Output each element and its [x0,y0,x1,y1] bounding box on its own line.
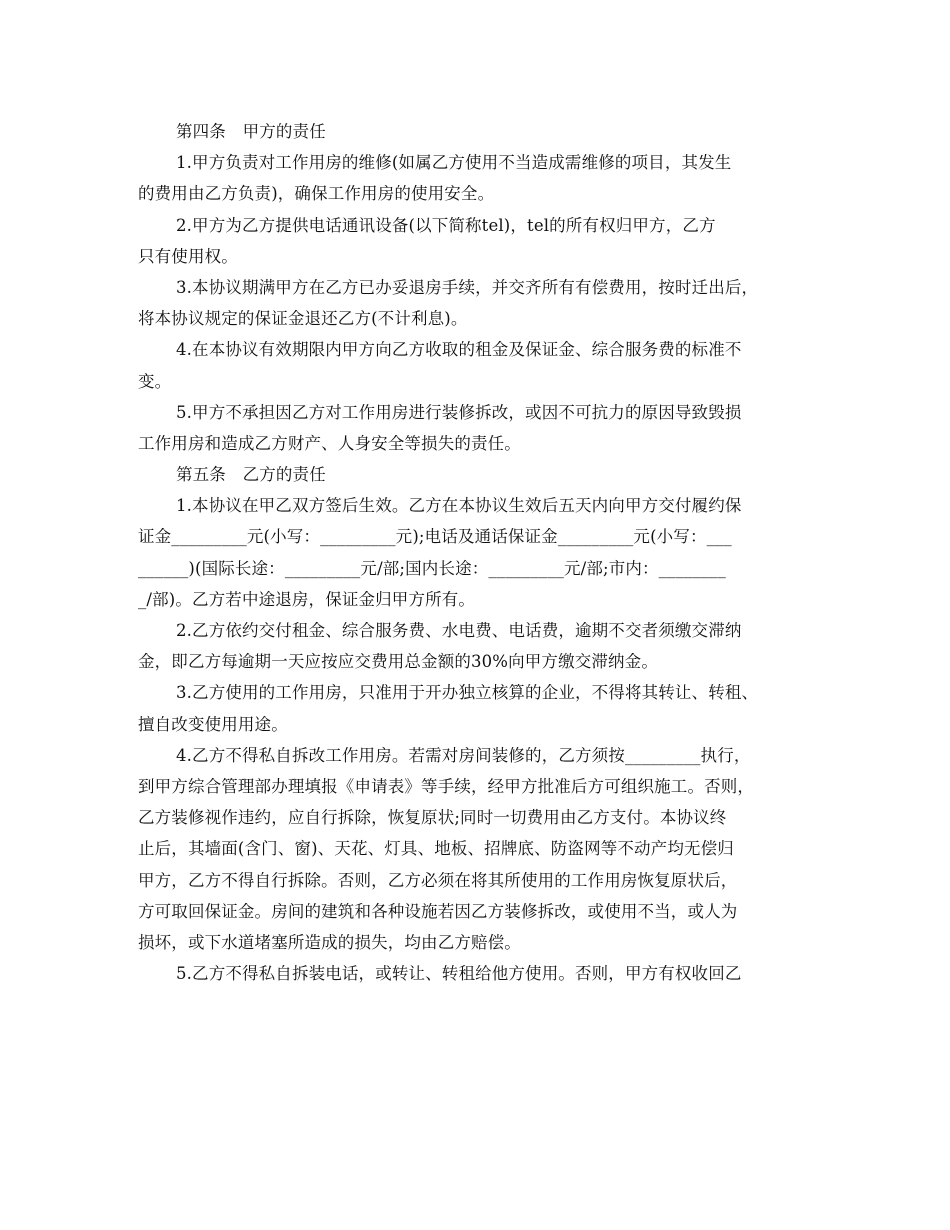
article-5-clause-1-line-3: ______)(国际长途：_________元/部;国内长途：_________元/部;市内：________ [138,558,726,578]
article-4-clause-2-line-2: 只有使用权。 [138,246,238,266]
article-4-clause-3-line-1: 3.本协议期满甲方在乙方已办妥退房手续，并交齐所有有偿费用，按时迁出后， [176,277,759,297]
article-5-clause-1-line-4: _/部)。乙方若中途退房，保证金归甲方所有。 [138,589,476,609]
article-5-clause-4-line-1: 4.乙方不得私自拆改工作用房。若需对房间装修的，乙方须按_________执行， [176,745,751,765]
article-5-clause-4-line-3: 乙方装修视作违约，应自行拆除，恢复原状;同时一切费用由乙方支付。本协议终 [138,808,727,828]
article-5-clause-5-line-1: 5.乙方不得私自拆装电话，或转让、转租给他方使用。否则，甲方有权收回乙 [176,964,742,984]
article-4-clause-2-line-1: 2.甲方为乙方提供电话通讯设备(以下简称tel)，tel的所有权归甲方，乙方 [176,215,716,235]
article-4-heading: 第四条 甲方的责任 [176,122,326,141]
article-5-clause-4-line-4: 止后，其墙面(含门、窗)、天花、灯具、地板、招牌底、防盗网等不动产均无偿归 [138,839,734,859]
article-5-clause-4-line-2: 到甲方综合管理部办理填报《申请表》等手续，经甲方批准后方可组织施工。否则， [138,776,755,796]
article-4-clause-1-line-2: 的费用由乙方负责)，确保工作用房的使用安全。 [138,184,495,204]
article-4-clause-5-line-2: 工作用房和造成乙方财产、人身安全等损失的责任。 [138,433,521,453]
article-5-clause-1-line-2: 证金_________元(小写：_________元);电话及通话保证金_________元(小写：___ [138,527,732,547]
document-body [138,116,828,989]
article-5-heading: 第五条 乙方的责任 [176,465,326,485]
article-5-clause-4-line-6: 方可取回保证金。房间的建筑和各种设施若因乙方装修拆改，或使用不当，或人为 [138,901,738,921]
article-4-clause-3-line-2: 将本协议规定的保证金退还乙方(不计利息)。 [138,309,468,329]
article-5-clause-4-line-5: 甲方，乙方不得自行拆除。否则，乙方必须在将其所使用的工作用房恢复原状后， [138,870,738,890]
article-5-clause-4-line-7: 损坏，或下水道堵塞所造成的损失，均由乙方赔偿。 [138,932,521,952]
article-5-clause-1-line-1: 1.本协议在甲乙双方签后生效。乙方在本协议生效后五天内向甲方交付履约保 [176,496,742,516]
article-4-clause-4-line-2: 变。 [138,371,172,391]
article-5-clause-3-line-2: 擅自改变使用用途。 [138,714,288,734]
article-5-clause-3-line-1: 3.乙方使用的工作用房，只准用于开办独立核算的企业，不得将其转让、转租、 [176,683,759,703]
article-4-clause-5-line-1: 5.甲方不承担因乙方对工作用房进行装修拆改，或因不可抗力的原因导致毁损 [176,402,742,422]
article-4-clause-1-line-1: 1.甲方负责对工作用房的维修(如属乙方使用不当造成需维修的项目，其发生 [176,153,732,173]
article-5-clause-2-line-1: 2.乙方依约交付租金、综合服务费、水电费、电话费，逾期不交者须缴交滞纳 [176,621,742,640]
article-5-clause-2-line-2: 金，即乙方每逾期一天应按应交费用总金额的30%向甲方缴交滞纳金。 [138,652,658,672]
article-4-clause-4-line-1: 4.在本协议有效期限内甲方向乙方收取的租金及保证金、综合服务费的标准不 [176,340,742,360]
